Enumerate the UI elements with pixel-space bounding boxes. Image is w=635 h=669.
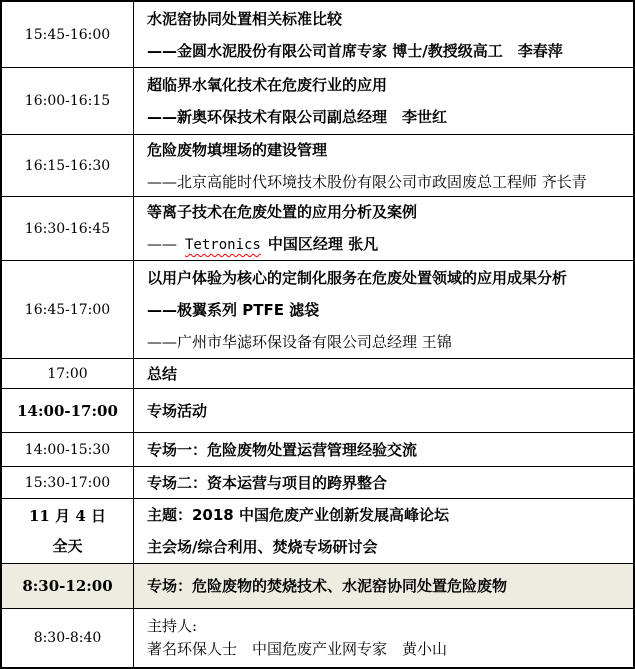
venue-line: 主会场/综合利用、焚烧专场研讨会 bbox=[147, 538, 378, 556]
schedule-row bbox=[2, 433, 633, 467]
time-text: 14:00-15:30 bbox=[24, 441, 111, 458]
schedule-row bbox=[2, 197, 633, 261]
time-cell bbox=[2, 467, 134, 498]
time-cell bbox=[2, 2, 134, 67]
speaker-line bbox=[147, 228, 625, 261]
time-cell bbox=[2, 499, 134, 563]
session-title: 超临界水氧化技术在危废行业的应用 bbox=[147, 76, 388, 94]
time-text: 16:45-17:00 bbox=[24, 301, 111, 318]
schedule-row-highlighted bbox=[2, 564, 633, 609]
time-cell bbox=[2, 609, 134, 667]
time-text: 14:00-17:00 bbox=[17, 401, 118, 420]
host-label: 主持人: bbox=[147, 617, 198, 635]
schedule-row bbox=[2, 68, 633, 135]
content-cell bbox=[134, 359, 633, 388]
time-cell bbox=[2, 433, 134, 466]
session-title: 总结 bbox=[147, 364, 178, 383]
time-text: 15:45-16:00 bbox=[24, 26, 111, 43]
time-text: 16:30-16:45 bbox=[24, 220, 111, 237]
time-cell bbox=[2, 359, 134, 388]
section-label: 专场二：资本运营与项目的跨界整合 bbox=[147, 473, 388, 492]
schedule-row bbox=[2, 467, 633, 499]
time-cell bbox=[2, 564, 134, 608]
content-cell bbox=[134, 68, 633, 134]
content-cell bbox=[134, 499, 633, 563]
content-cell bbox=[134, 389, 633, 432]
time-text: 15:30-17:00 bbox=[24, 474, 111, 491]
time-text: 17:00 bbox=[47, 365, 88, 382]
host-line: 著名环保人士 中国危废产业网专家 黄小山 bbox=[147, 640, 448, 658]
time-cell bbox=[2, 261, 134, 358]
session-title: 等离子技术在危废处置的应用分析及案例 bbox=[147, 203, 418, 221]
schedule-row bbox=[2, 135, 633, 197]
time-text: 16:00-16:15 bbox=[24, 93, 111, 109]
speaker-line: ——新奥环保技术有限公司副总经理 李世红 bbox=[147, 108, 448, 126]
company-name-latin: Tetronics bbox=[185, 237, 261, 253]
schedule-row bbox=[2, 261, 633, 359]
time-cell bbox=[2, 68, 134, 134]
content-cell bbox=[134, 433, 633, 466]
forum-theme: 主题：2018 中国危废产业创新发展高峰论坛 bbox=[147, 506, 449, 524]
time-cell bbox=[2, 197, 134, 260]
speaker-line: ——广州市华滤环保设备有限公司总经理 王锦 bbox=[147, 332, 452, 351]
content-cell bbox=[134, 467, 633, 498]
content-cell bbox=[134, 135, 633, 196]
speaker-line: ——北京高能时代环境技术股份有限公司市政固废总工程师 齐长青 bbox=[147, 172, 587, 191]
session-title: 以用户体验为核心的定制化服务在危废处置领域的应用成果分析 bbox=[147, 268, 568, 287]
content-cell bbox=[134, 564, 633, 608]
schedule-row bbox=[2, 609, 633, 667]
session-title: 水泥窑协同处置相关标准比较 bbox=[147, 9, 343, 28]
all-day-text: 全天 bbox=[52, 537, 83, 555]
session-title: 危险废物填埋场的建设管理 bbox=[147, 140, 328, 159]
product-line: ——极翼系列 PTFE 滤袋 bbox=[147, 300, 320, 319]
schedule-row bbox=[2, 499, 633, 564]
date-text: 11 月 4 日 bbox=[29, 507, 106, 525]
time-text: 8:30-8:40 bbox=[33, 630, 102, 646]
content-cell bbox=[134, 2, 633, 67]
schedule-row bbox=[2, 2, 633, 68]
schedule-row bbox=[2, 359, 633, 389]
section-label: 专场活动 bbox=[147, 401, 208, 420]
section-label: 专场：危险废物的焚烧技术、水泥窑协同处置危险废物 bbox=[147, 577, 508, 595]
dash-prefix: —— bbox=[147, 235, 177, 253]
section-label: 专场一：危险废物处置运营管理经验交流 bbox=[147, 440, 418, 459]
speaker-role-name: 中国区经理 张凡 bbox=[267, 235, 379, 253]
content-cell bbox=[134, 609, 633, 667]
time-cell bbox=[2, 135, 134, 196]
content-cell bbox=[134, 197, 633, 260]
content-cell bbox=[134, 261, 633, 358]
time-cell bbox=[2, 389, 134, 432]
speaker-line: ——金圆水泥股份有限公司首席专家 博士/教授级高工 李春萍 bbox=[147, 41, 563, 60]
schedule-row bbox=[2, 389, 633, 433]
time-text: 8:30-12:00 bbox=[22, 577, 113, 595]
time-text: 16:15-16:30 bbox=[24, 157, 111, 174]
